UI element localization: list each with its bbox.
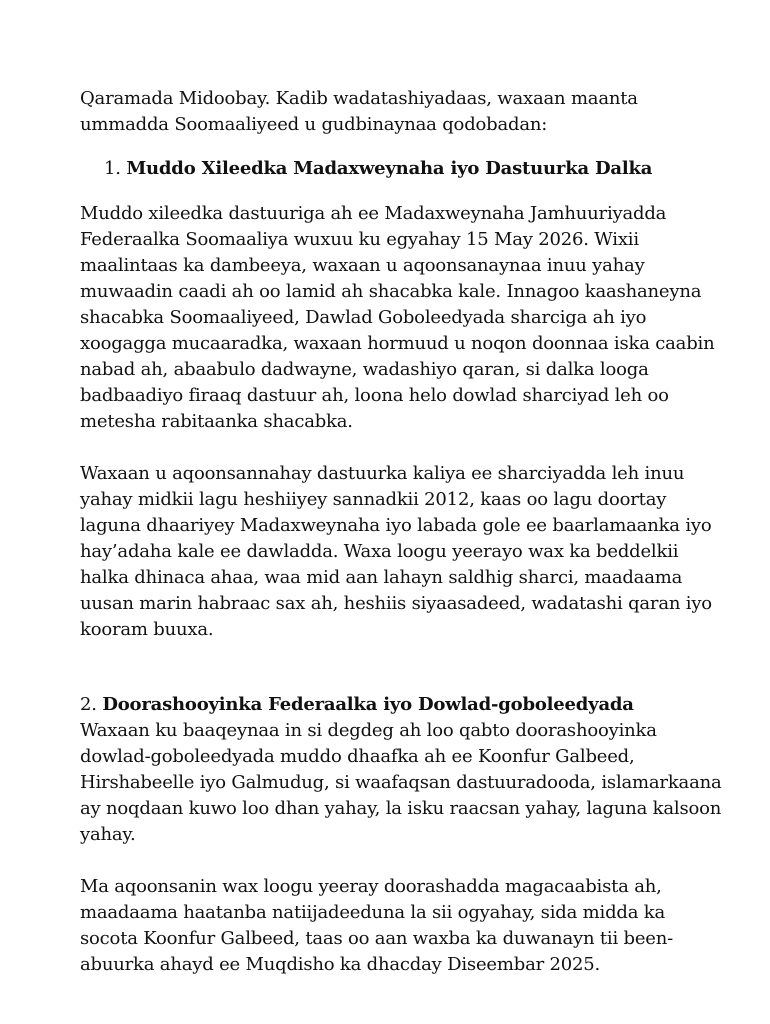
section-1-heading — [104, 156, 725, 182]
section-2-number: 2. — [80, 694, 97, 715]
section-2-heading — [80, 692, 725, 718]
intro-paragraph: Qaramada Midoobay. Kadib wadatashiyadaas, waxaan maanta ummadda Soomaaliyeed u gudbinaynaa qodobadan: — [80, 88, 638, 135]
section-1-paragraph-1: Muddo xileedka dastuuriga ah ee Madaxweynaha Jamhuuriyadda Federaalka Soomaaliya wuxuu ku egyahay 15 May 2026. Wixii maalintaas ka dambeeya, waxaan u aqoonsanaynaa inuu yahay muwaadin caadi ah oo lamid ah shacabka kale. Innagoo kaashaneyna shacabka Soomaaliyeed, Dawlad Goboleedyada sharciga ah iyo xoogagga mucaaradka, waxaan hormuud u noqon doonnaa iska caabin nabad ah, abaabulo dadwayne, wadashiyo qaran, si dalka looga badbaadiyo firaaq dastuur ah, loona helo dowlad sharciyad leh oo metesha rabitaanka shacabka. — [80, 203, 715, 432]
document-body — [80, 86, 725, 1004]
section-1-number: 1. — [104, 158, 121, 179]
section-1-title: Muddo Xileedka Madaxweynaha iyo Dastuurka Dalka — [126, 158, 653, 179]
section-1-paragraph-2: Waxaan u aqoonsannahay dastuurka kaliya ee sharciyadda leh inuu yahay midkii lagu heshiiyey sannadkii 2012, kaas oo lagu doortay laguna dhaariyey Madaxweynaha iyo labada gole ee baarlamaanka iyo hay’adaha kale ee dawladda. Waxa loogu yeerayo wax ka beddelkii halka dhinaca ahaa, waa mid aan lahayn saldhig sharci, maadaama uusan marin habraac sax ah, heshiis siyaasadeed, wadatashi qaran iyo kooram buuxa. — [80, 463, 712, 640]
section-2-paragraph-1: Waxaan ku baaqeynaa in si degdeg ah loo qabto doorashooyinka dowlad-goboleedyada muddo dhaafka ah ee Koonfur Galbeed, Hirshabeelle iyo Galmudug, si waafaqsan dastuuradooda, islamarkaana ay noqdaan kuwo loo dhan yahay, la isku raacsan yahay, laguna kalsoon yahay. — [80, 720, 722, 845]
section-2-title: Doorashooyinka Federaalka iyo Dowlad-goboleedyada — [102, 694, 634, 715]
section-2-paragraph-2: Ma aqoonsanin wax loogu yeeray doorashadda magacaabista ah, maadaama haatanba natiijadeeduna la sii ogyahay, sida midda ka socota Koonfur Galbeed, taas oo aan waxba ka duwanayn tii been-abuurka ahayd ee Muqdisho ka dhacday Diseembar 2025. — [80, 876, 674, 975]
